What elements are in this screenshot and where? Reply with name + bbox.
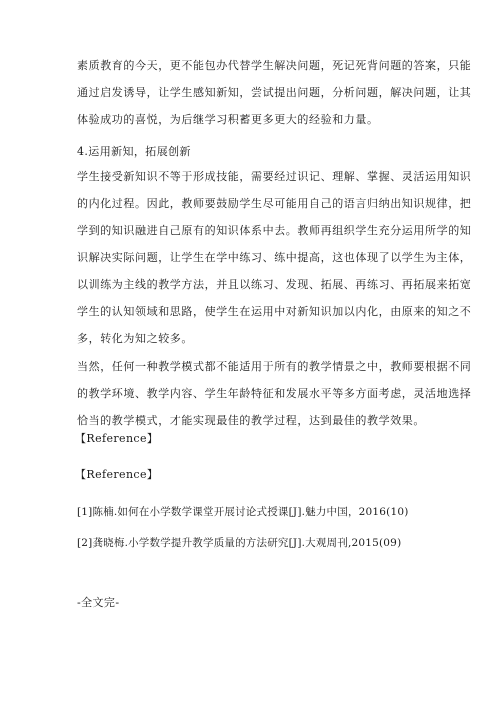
paragraph-line: 识解决实际问题，让学生在学中练习、练中提高，这也体现了以学生为主体，	[77, 251, 472, 264]
paragraph-line: 学生接受新知识不等于形成技能，需要经过识记、理解、掌握、灵活运用知识	[77, 170, 472, 183]
reference-heading: 【Reference】	[75, 432, 159, 445]
end-mark: -全文完-	[77, 596, 120, 609]
section-heading: 4.运用新知，拓展创新	[77, 145, 191, 158]
paragraph-line: 恰当的教学模式，才能实现最佳的教学过程，达到最佳的教学效果。	[77, 414, 425, 427]
paragraph-line: 学生的认知领域和思路，使学生在运用中对新知识加以内化，由原来的知之不	[77, 305, 472, 318]
apply-paragraph	[77, 163, 472, 352]
paragraph-line: 体验成功的喜悦，为后继学习积蓄更多更大的经验和力量。	[77, 113, 379, 126]
paragraph-line: 的教学环境、教学内容、学生年龄特征和发展水平等多方面考虑，灵活地选择	[77, 387, 472, 400]
reference-item: [2]龚晓梅.小学数学提升教学质量的方法研究[J].大观周刊,2015(09)	[77, 537, 402, 549]
paragraph-line: 素质教育的今天，更不能包办代替学生解决问题，死记死背问题的答案，只能	[77, 59, 472, 72]
reference-heading: 【Reference】	[75, 468, 159, 481]
paragraph-line: 学到的知识融进自己原有的知识体系中去。教师再组织学生充分运用所学的知	[77, 224, 472, 237]
paragraph-line: 当然，任何一种教学模式都不能适用于所有的教学情景之中，教师要根据不同	[77, 360, 472, 373]
paragraph-line: 的内化过程。因此，教师要鼓励学生尽可能用自己的语言归纳出知识规律，把	[77, 197, 472, 210]
paragraph-line: 多，转化为知之较多。	[77, 332, 193, 345]
intro-paragraph	[77, 52, 472, 133]
reference-item: [1]陈楠.如何在小学数学课堂开展讨论式授课[J].魅力中国，2016(10)	[77, 506, 409, 518]
paragraph-line: 通过启发诱导，让学生感知新知，尝试提出问题，分析问题，解决问题，让其	[77, 86, 472, 99]
conclusion-paragraph	[77, 353, 472, 434]
paragraph-line: 以训练为主线的教学方法，并且以练习、发现、拓展、再练习、再拓展来拓宽	[77, 278, 472, 291]
